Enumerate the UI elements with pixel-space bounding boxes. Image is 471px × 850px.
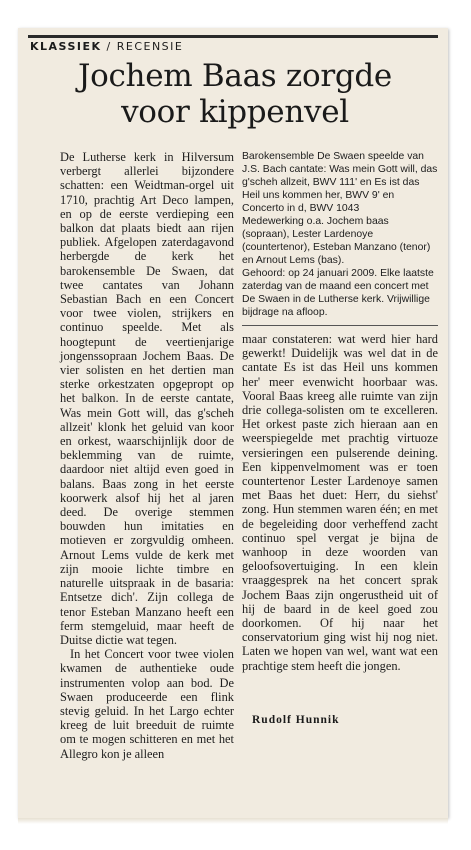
article-column-right	[242, 332, 438, 673]
section-category: KLASSIEK	[30, 40, 102, 53]
headline-line-2: voor kippenvel	[121, 94, 349, 130]
info-program: Barokensemble De Swaen speelde van J.S. Bach cantate: Was mein Gott will, das g'scheh allzeit, BWV 111' en Es ist das Heil uns kommen her, BWV 9' en Concerto in d, BWV 1043	[242, 151, 438, 214]
info-heard: Gehoord: op 24 januari 2009. Elke laatste zaterdag van de maand een concert met De Swaen in de Lutherse kerk. Vrijwillige bijdrage na afloop.	[242, 268, 434, 318]
article-paragraph-1: De Lutherse kerk in Hilversum verbergt allerlei bijzondere schatten: een Weidtman-orgel uit 1710, prachtig Art Deco lampen, en op de eerste verdieping een balkon dat plaats biedt aan rijen publiek. Afgelopen zaterdagavond herbergde de kerk het barokensemble De Swaen, dat twee cantates van Johann Sebastian Bach en een Concert voor twee violen, strijkers en continuo speelde. Met als hoogtepunt de veertienjarige jongenssopraan Jochem Baas. De vier solisten en het dertien man sterke orkestzaten opgepropt op het balkon. In de eerste cantate, Was mein Gott will, das g'scheh allzeit' klonk het geluid van koor en orkest, waarschijnlijk door de beklemming van de ruimte, daardoor niet altijd even goed in balans. Baas zong in het eerste koorwerk alsof hij het al jaren deed. De overige stemmen bouwden hun imitaties en motieven er zorgvuldig omheen. Arnout Lems vulde de kerk met zijn mooie lichte timbre en naturelle uitspraak in de basaria: Entsetze dich'. Zijn collega de tenor Esteban Manzano heeft een ferm stemgeluid, maar heeft de Duitse dictie wat tegen.	[60, 150, 234, 647]
concert-info-box	[242, 150, 438, 326]
section-separator: /	[101, 40, 117, 53]
headline-line-1: Jochem Baas zorgde	[78, 58, 392, 94]
section-subcategory: RECENSIE	[116, 40, 184, 53]
article-column-left	[60, 150, 234, 761]
headline	[30, 58, 440, 130]
section-rule	[28, 35, 438, 38]
article-paragraph-3: maar constateren: wat werd hier hard gewerkt! Duidelijk was wel dat in de cantate Es ist das Heil uns kommen her' meer evenwicht hoorbaar was. Vooral Baas kreeg alle ruimte van zijn drie collega-solisten om te excelleren. Het orkest paste zich hieraan aan en weerspiegelde met prachtig virtuoze versieringen een pulserende deining. Een kippenvelmoment was er toen countertenor Lester Lardenoye samen met Baas het duet: Herr, du siehst' zong. Hun stemmen waren één; en met de begeleiding door verheffend zacht continuo spel vergat je bijna de wanhoop in deze woorden van geloofsovertuiging. In een klein vraaggesprek na het concert sprak Jochem Baas zijn ongerustheid uit of hij de baard in de keel goed zou doorkomen. Of hij naar het conservatorium ging wist hij nog niet. Laten we hopen van wel, want wat een prachtige stem heeft die jongen.	[242, 332, 438, 673]
section-label	[30, 40, 183, 53]
info-performers: Medewerking o.a. Jochem baas (sopraan), Lester Lardenoye (countertenor), Esteban Manzano (tenor) en Arnout Lems (bas).	[242, 216, 431, 266]
article-paragraph-2: In het Concert voor twee violen kwamen de authentieke oude instrumenten volop aan bod. De Swaen produceerde een flink stevig geluid. In het Largo echter kreeg de luit breeduit de ruimte om te mogen schitteren en met het Allegro kon je alleen	[60, 647, 234, 761]
clipping-edge	[18, 818, 448, 824]
author-byline: Rudolf Hunnik	[252, 714, 340, 726]
